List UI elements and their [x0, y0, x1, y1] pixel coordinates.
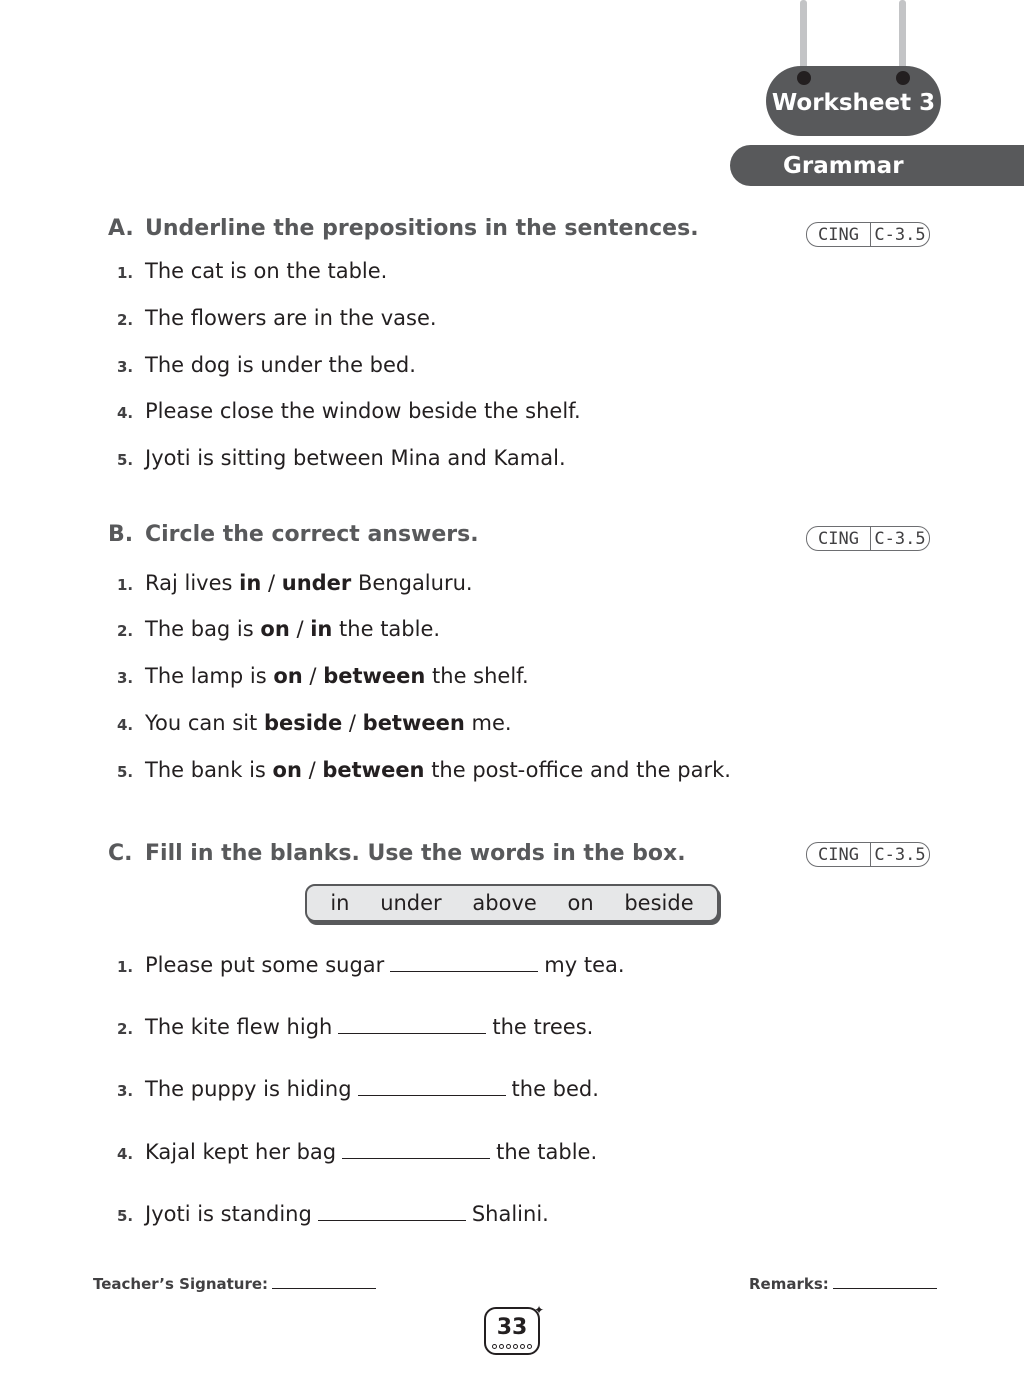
badge-code: CING: [807, 843, 871, 866]
option-2[interactable]: under: [281, 571, 352, 595]
list-item: [117, 758, 731, 782]
teacher-signature: [93, 1275, 376, 1293]
word-box-item: in: [330, 891, 350, 915]
item-number: 2.: [117, 1020, 134, 1038]
option-1[interactable]: beside: [263, 711, 343, 735]
item-number: 5.: [117, 763, 134, 781]
item-pre: The puppy is hiding: [145, 1077, 352, 1101]
option-separator: /: [342, 711, 363, 735]
word-box-item: beside: [624, 891, 694, 915]
list-item: [117, 306, 437, 330]
hanger-right: [899, 0, 906, 76]
option-2[interactable]: between: [322, 758, 425, 782]
section-a-heading: [108, 216, 699, 241]
star-icon: ✦: [533, 1303, 544, 1317]
remarks-label: Remarks:: [749, 1275, 829, 1293]
item-pre: Please put some sugar: [145, 953, 385, 977]
list-item: [117, 259, 387, 283]
item-number: 3.: [117, 1082, 134, 1100]
hanger-left: [800, 0, 807, 76]
teacher-signature-label: Teacher’s Signature:: [93, 1275, 269, 1293]
page-number-badge: [484, 1303, 544, 1355]
option-1[interactable]: in: [239, 571, 262, 595]
list-item: [117, 617, 440, 641]
word-box: [305, 884, 719, 922]
option-separator: /: [301, 758, 323, 782]
item-pre: Raj lives: [145, 571, 240, 595]
option-1[interactable]: on: [273, 664, 303, 688]
item-number: 1.: [117, 576, 134, 594]
hanger-dot-right: [896, 71, 910, 85]
section-c-heading: [108, 841, 686, 866]
item-number: 4.: [117, 404, 134, 422]
list-item: [117, 571, 473, 595]
option-2[interactable]: between: [323, 664, 426, 688]
item-number: 2.: [117, 622, 134, 640]
signature-line[interactable]: [272, 1288, 376, 1289]
answer-blank[interactable]: [342, 1158, 490, 1159]
list-item: [117, 711, 512, 735]
item-post: my tea.: [544, 953, 625, 977]
item-pre: Kajal kept her bag: [145, 1140, 337, 1164]
section-c-badge: [806, 842, 930, 867]
word-box-item: on: [567, 891, 594, 915]
item-text: Jyoti is sitting between Mina and Kamal.: [145, 446, 566, 470]
list-item: [117, 664, 529, 688]
remarks: [749, 1275, 937, 1293]
answer-blank[interactable]: [390, 971, 538, 972]
word-box-item: above: [472, 891, 537, 915]
item-number: 1.: [117, 958, 134, 976]
worksheet-tag: [766, 66, 941, 136]
section-a-badge: [806, 222, 930, 247]
list-item: [117, 1077, 599, 1101]
item-post: Shalini.: [471, 1202, 549, 1226]
section-a-letter: A.: [108, 216, 134, 241]
item-pre: The kite flew high: [145, 1015, 333, 1039]
item-post: the trees.: [492, 1015, 594, 1039]
subject-label: Grammar: [783, 152, 904, 179]
page-number: 33: [496, 1315, 528, 1340]
answer-blank[interactable]: [338, 1033, 486, 1034]
item-post: me.: [464, 711, 512, 735]
section-a-instruction: Underline the prepositions in the sentences.: [145, 216, 699, 241]
list-item: [117, 1202, 549, 1226]
list-item: [117, 399, 581, 423]
item-number: 5.: [117, 451, 134, 469]
section-b-heading: [108, 522, 479, 547]
item-number: 3.: [117, 358, 134, 376]
section-c-instruction: Fill in the blanks. Use the words in the box.: [145, 841, 686, 866]
item-number: 5.: [117, 1207, 134, 1225]
item-text: The dog is under the bed.: [145, 353, 416, 377]
list-item: [117, 953, 625, 977]
section-b-badge: [806, 526, 930, 551]
item-number: 1.: [117, 264, 134, 282]
badge-level: C-3.5: [874, 844, 926, 865]
remarks-line[interactable]: [833, 1288, 937, 1289]
dots-decoration: [492, 1344, 532, 1349]
option-separator: /: [261, 571, 282, 595]
answer-blank[interactable]: [318, 1220, 466, 1221]
worksheet-label: Worksheet 3: [771, 90, 936, 116]
option-separator: /: [289, 617, 311, 641]
answer-blank[interactable]: [358, 1095, 506, 1096]
word-box-item: under: [380, 891, 442, 915]
item-number: 3.: [117, 669, 134, 687]
item-text: The flowers are in the vase.: [145, 306, 437, 330]
list-item: [117, 1015, 593, 1039]
item-post: the post-office and the park.: [424, 758, 731, 782]
list-item: [117, 446, 566, 470]
item-post: Bengaluru.: [351, 571, 473, 595]
item-post: the bed.: [511, 1077, 599, 1101]
section-b-instruction: Circle the correct answers.: [145, 522, 479, 547]
item-number: 4.: [117, 1145, 134, 1163]
list-item: [117, 1140, 597, 1164]
list-item: [117, 353, 416, 377]
option-1[interactable]: on: [260, 617, 290, 641]
item-post: the shelf.: [425, 664, 529, 688]
item-text: Please close the window beside the shelf.: [145, 399, 581, 423]
section-b-letter: B.: [108, 522, 134, 547]
item-pre: The bank is: [145, 758, 273, 782]
section-c-letter: C.: [108, 841, 133, 866]
option-2[interactable]: between: [362, 711, 465, 735]
item-pre: Jyoti is standing: [145, 1202, 312, 1226]
option-2[interactable]: in: [310, 617, 333, 641]
item-text: The cat is on the table.: [145, 259, 388, 283]
badge-level: C-3.5: [874, 528, 926, 549]
badge-level: C-3.5: [874, 224, 926, 245]
badge-code: CING: [807, 223, 871, 246]
item-pre: The bag is: [145, 617, 261, 641]
item-pre: The lamp is: [145, 664, 274, 688]
subject-banner: [730, 145, 1024, 186]
item-number: 2.: [117, 311, 134, 329]
item-pre: You can sit: [145, 711, 264, 735]
hanger-dot-left: [797, 71, 811, 85]
badge-code: CING: [807, 527, 871, 550]
item-post: the table.: [332, 617, 441, 641]
item-number: 4.: [117, 716, 134, 734]
option-separator: /: [302, 664, 324, 688]
option-1[interactable]: on: [272, 758, 302, 782]
item-post: the table.: [496, 1140, 598, 1164]
